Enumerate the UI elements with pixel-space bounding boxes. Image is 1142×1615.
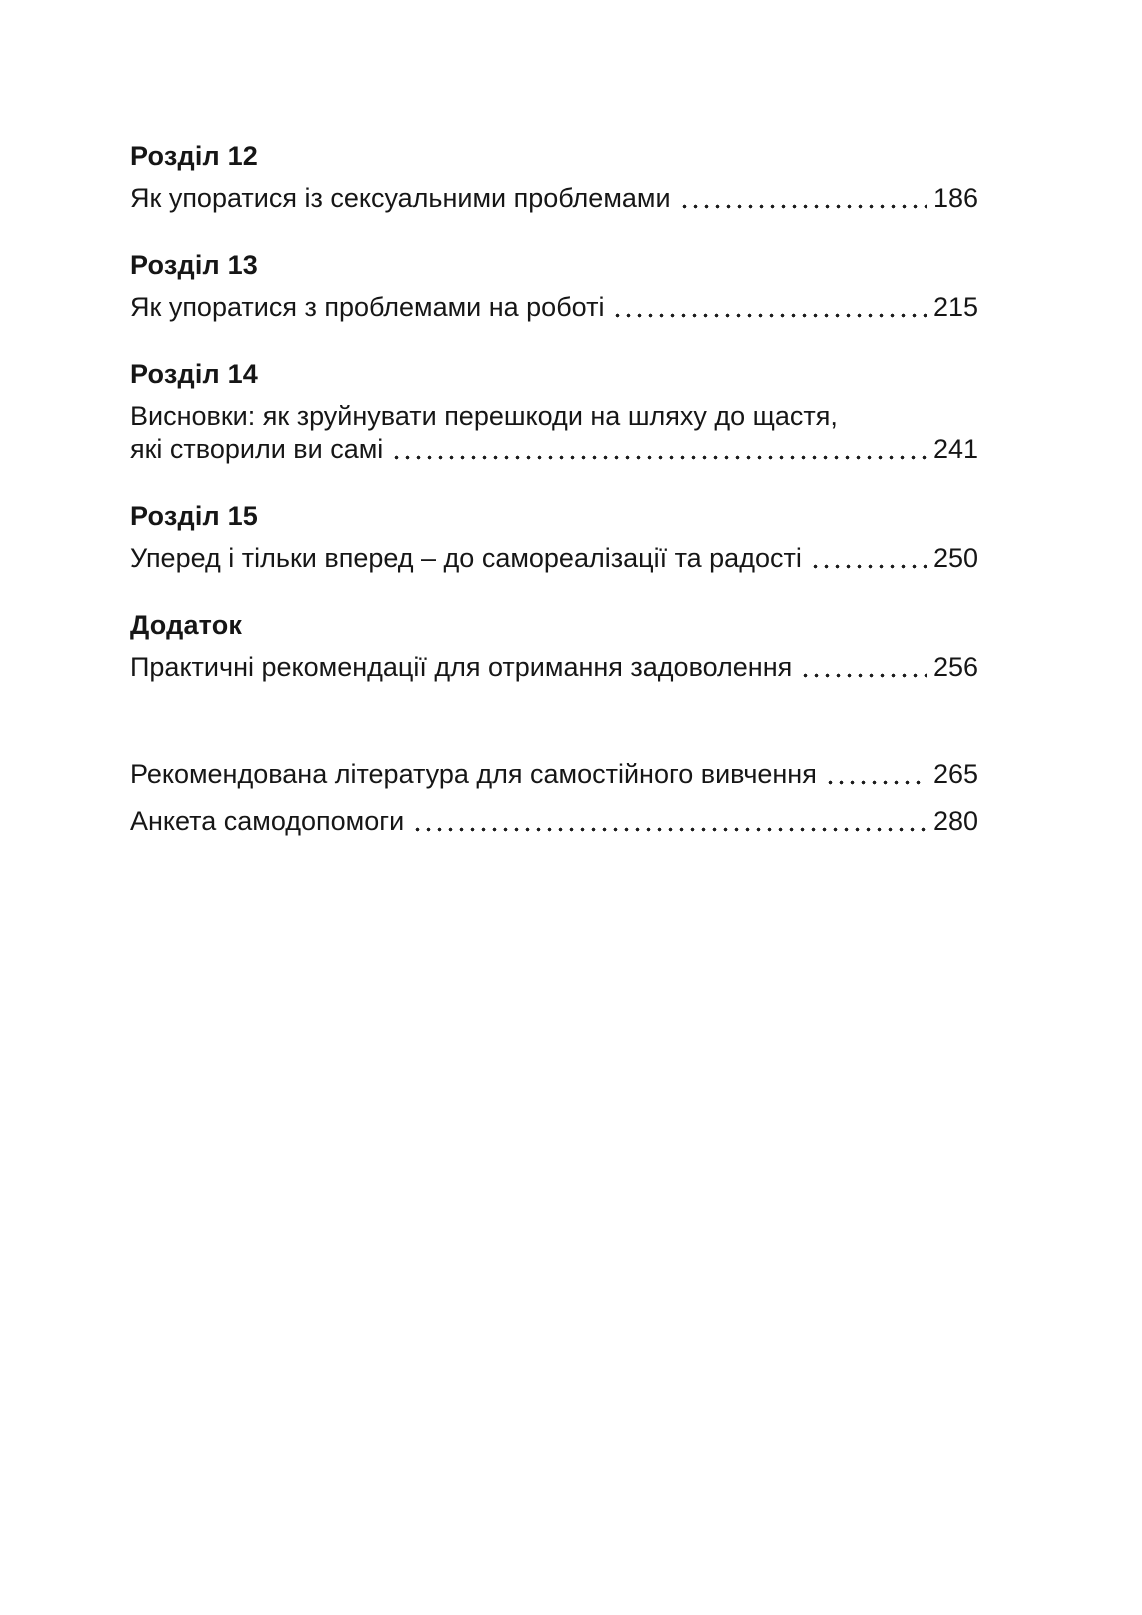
page-number: 215	[932, 292, 978, 322]
toc-entry-line-1	[130, 400, 978, 433]
dot-leader	[612, 291, 926, 324]
toc-section-chapter-15	[130, 500, 978, 575]
dot-leader	[412, 805, 927, 838]
page-number: 256	[932, 652, 978, 682]
dot-leader	[825, 758, 927, 791]
dot-leader	[391, 433, 927, 466]
table-of-contents	[130, 140, 978, 852]
chapter-title-line-1: Висновки: як зруйнувати перешкоди на шляху до щастя,	[130, 401, 838, 431]
page-number: 241	[932, 434, 978, 464]
toc-entry	[130, 651, 978, 684]
dot-leader	[679, 182, 927, 215]
appendix-heading: Додаток	[130, 610, 243, 640]
page-number: 265	[932, 759, 978, 789]
toc-section-appendix	[130, 609, 978, 684]
chapter-title: Як упоратися з проблемами на роботі	[130, 292, 605, 322]
toc-section-chapter-13	[130, 249, 978, 324]
chapter-heading: Розділ 15	[130, 501, 259, 531]
toc-section-chapter-14	[130, 358, 978, 466]
chapter-heading: Розділ 13	[130, 250, 259, 280]
chapter-title-line-2: які створили ви самі	[130, 434, 384, 464]
page-number: 186	[932, 183, 978, 213]
toc-entry	[130, 182, 978, 215]
toc-entry	[130, 542, 978, 575]
page-number: 250	[932, 543, 978, 573]
back-matter-entries	[130, 758, 978, 838]
dot-leader	[810, 542, 927, 575]
toc-entry	[130, 291, 978, 324]
chapter-title: Уперед і тільки вперед – до самореалізації та радості	[130, 543, 802, 573]
chapter-heading: Розділ 14	[130, 359, 259, 389]
dot-leader	[800, 651, 927, 684]
toc-entry-self-help-form	[130, 805, 978, 838]
chapter-heading: Розділ 12	[130, 141, 259, 171]
entry-title: Анкета самодопомоги	[130, 806, 405, 836]
toc-section-chapter-12	[130, 140, 978, 215]
entry-title: Рекомендована література для самостійного вивчення	[130, 759, 817, 789]
toc-entry-recommended-reading	[130, 758, 978, 791]
chapter-title: Як упоратися із сексуальними проблемами	[130, 183, 671, 213]
appendix-title: Практичні рекомендації для отримання задоволення	[130, 652, 793, 682]
toc-entry-line-2	[130, 433, 978, 466]
page-number: 280	[932, 806, 978, 836]
